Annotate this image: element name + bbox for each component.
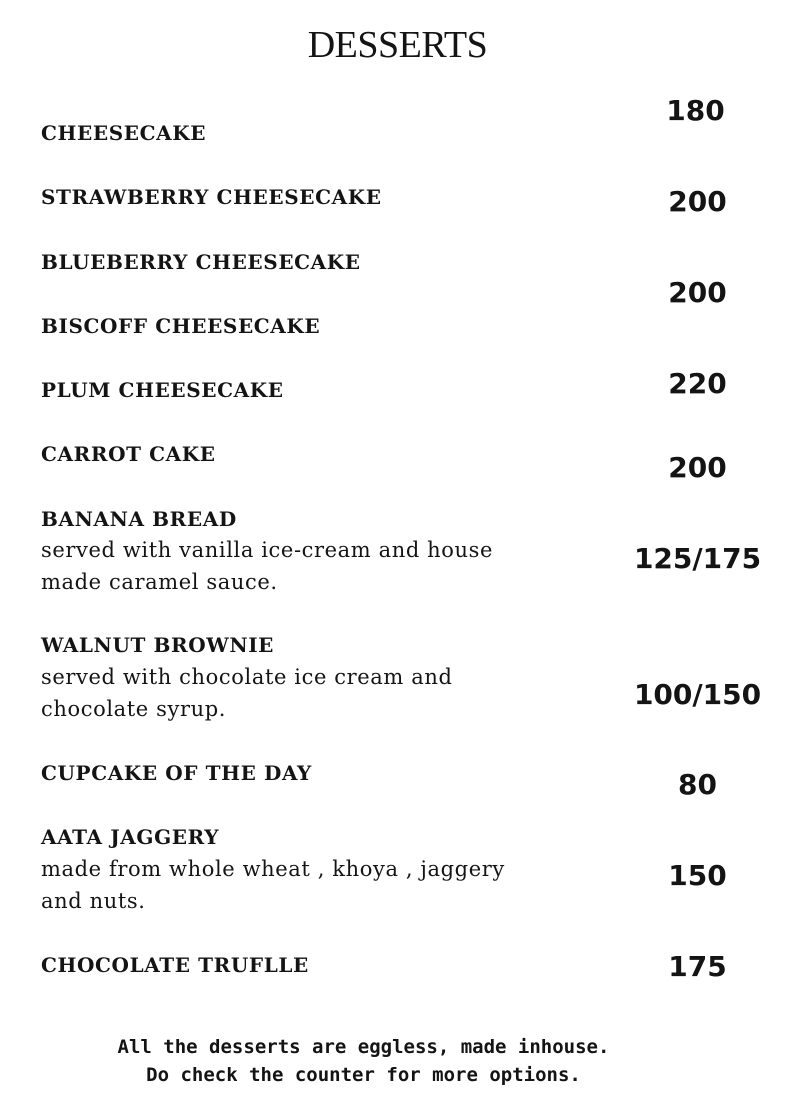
item-desc-walnut-brownie-line2: chocolate syrup.	[41, 697, 227, 721]
item-desc-walnut-brownie-line1: served with chocolate ice cream and	[41, 665, 453, 689]
item-price-cupcake-of-the-day: 80	[678, 768, 717, 801]
item-price-carrot-cake: 200	[668, 451, 727, 484]
page-title: DESSERTS	[307, 24, 488, 66]
item-name-cheesecake: CHEESECAKE	[41, 121, 207, 145]
item-price-cheesecake: 180	[666, 94, 725, 127]
item-name-carrot-cake: CARROT CAKE	[41, 442, 216, 466]
item-price-aata-jaggery: 150	[668, 859, 727, 892]
item-desc-aata-jaggery-line2: and nuts.	[41, 889, 146, 913]
item-price-plum-cheesecake: 220	[668, 367, 727, 400]
item-price-banana-bread: 125/175	[633, 542, 762, 575]
footer-note-line2: Do check the counter for more options.	[146, 1064, 581, 1086]
item-name-walnut-brownie: WALNUT BROWNIE	[41, 633, 275, 657]
item-price-chocolate-trufle: 175	[668, 950, 727, 983]
footer-note-line1: All the desserts are eggless, made inhouse.	[117, 1036, 610, 1058]
item-name-strawberry-cheesecake: STRAWBERRY CHEESECAKE	[41, 185, 382, 209]
item-price-strawberry-cheesecake: 200	[668, 185, 727, 218]
item-price-blueberry-biscoff-cheesecake: 200	[668, 276, 727, 309]
item-desc-aata-jaggery-line1: made from whole wheat , khoya , jaggery	[41, 857, 505, 881]
item-price-walnut-brownie: 100/150	[633, 678, 762, 711]
item-name-biscoff-cheesecake: BISCOFF CHEESECAKE	[41, 314, 321, 338]
item-name-cupcake-of-the-day: CUPCAKE OF THE DAY	[41, 761, 312, 785]
item-name-plum-cheesecake: PLUM CHEESECAKE	[41, 378, 284, 402]
item-desc-banana-bread-line2: made caramel sauce.	[41, 570, 278, 594]
item-name-banana-bread: BANANA BREAD	[41, 507, 237, 531]
item-desc-banana-bread-line1: served with vanilla ice-cream and house	[41, 538, 494, 562]
item-name-aata-jaggery: AATA JAGGERY	[41, 825, 220, 849]
item-name-blueberry-cheesecake: BLUEBERRY CHEESECAKE	[41, 250, 361, 274]
item-name-chocolate-trufle: CHOCOLATE TRUFLLE	[41, 953, 309, 977]
